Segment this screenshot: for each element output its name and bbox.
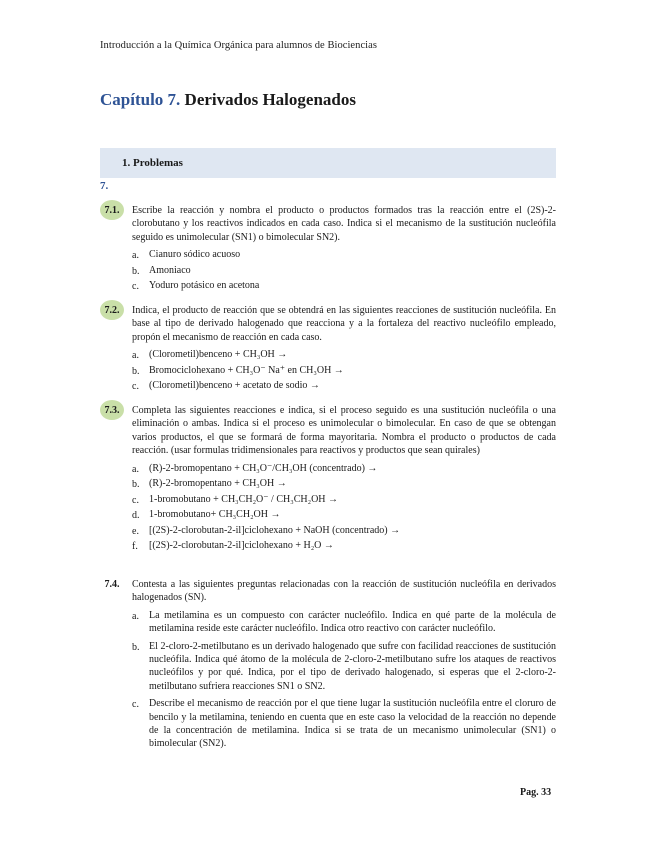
question-text: Completa las siguientes reacciones e indica, si el proceso seguido es una sustitución nucleófila o una eliminación o ambas. Indica si el proceso es unimolecular o bimolecular. En caso de que se obtengan varios productos, el que se formará de forma mayoritaria. Nombra el producto o productos de cada reacción. (usar formulas tridimensionales para reactivos y productos que sean quirales) (132, 405, 556, 457)
list-item: c. Yoduro potásico en acetona (132, 280, 260, 293)
question-badge: 7.4. (104, 578, 120, 590)
question-badge: 7.3. (100, 400, 124, 420)
question-text: Contesta a las siguientes preguntas relacionadas con la reacción de sustitución nucleófila en derivados halogenados (SN). (132, 579, 556, 604)
list-item: a. (Clorometil)benceno + CH₃OH → (132, 349, 288, 362)
list-item: d. 1-bromobutano+ CH₃CH₂OH → (132, 509, 281, 522)
question-7-2 (100, 304, 556, 395)
question-badge: 7.1. (100, 200, 124, 220)
list-item: b. Amoniaco (132, 264, 191, 277)
section-number: 7. (100, 180, 109, 192)
page-number: Pag. 33 (520, 787, 552, 798)
list-item: b. El 2-cloro-2-metilbutano es un derivado halogenado que sufre con facilidad reacciones de sustitución nucleófila. Indica qué átomo de la molécula de 2-cloro-2-metilbutano sufre los ataques de reactivos nucleófilos y por qué. Indica, por el tipo de derivado halogenado, si esperas que el 2-cloro-2-metilbutano sufriera reacciones SN1 o SN2. (132, 640, 556, 692)
question-badge: 7.2. (100, 300, 124, 320)
list-item: c. 1-bromobutano + CH₃CH₂O⁻ / CH₃CH₂OH → (132, 493, 339, 506)
running-header: Introducción a la Química Orgánica para alumnos de Biociencias (100, 40, 377, 51)
option-list (132, 609, 556, 751)
list-item: a. La metilamina es un compuesto con carácter nucleófilo. Indica en qué parte de la molécula de metilamina reside este carácter nucleófilo. Indica otro reactivo con carácter nucleófilo. (132, 609, 556, 635)
option-list (132, 248, 556, 295)
list-item: a. Cianuro sódico acuoso (132, 249, 241, 262)
chapter-number: Capítulo 7. (100, 90, 181, 109)
question-7-4 (100, 578, 556, 755)
chapter-title (100, 90, 356, 110)
list-item: f. [(2S)-2-clorobutan-2-il]ciclohexano + H₂O → (132, 540, 334, 553)
list-item: b. (R)-2-bromopentano + CH₃OH → (132, 478, 287, 491)
option-list (132, 462, 556, 555)
chapter-name: Derivados Halogenados (184, 90, 356, 109)
option-list (132, 348, 556, 395)
list-item: e. [(2S)-2-clorobutan-2-il]ciclohexano + NaOH (concentrado) → (132, 524, 401, 537)
list-item: c. Describe el mecanismo de reacción por el que tiene lugar la sustitución nucleófila entre el cloruro de bencilo y la metilamina, teniendo en cuenta que en este caso la velocidad de la reacción no depende de la concentración de metilamina. Indica si se trata de un mecanismo unimolecular (SN1) o bimolecular (SN2). (132, 698, 556, 750)
question-7-1 (100, 204, 556, 295)
section-heading-band (100, 148, 556, 178)
list-item: b. Bromociclohexano + CH₃O⁻ Na⁺ en CH₃OH → (132, 364, 344, 377)
list-item: a. (R)-2-bromopentano + CH₃O⁻/CH₃OH (concentrado) → (132, 462, 378, 475)
question-text: Escribe la reacción y nombra el producto o productos formados tras la reacción entre el (2S)-2-clorobutano y los reactivos indicados en cada caso. Indica si el mecanismo de la sustitución nucleófila seguido es unimolecular (SN1) o bimolecular SN2). (132, 205, 556, 243)
question-text: Indica, el producto de reacción que se obtendrá en las siguientes reacciones de sustitución nucleófila. En base al tipo de derivado halogenado que reacciona y a la fortaleza del reactivo nucleófilo empleado, propón el mecanismo de reacción en cada caso. (132, 305, 556, 343)
question-7-3 (100, 404, 556, 555)
list-item: c. (Clorometil)benceno + acetato de sodio → (132, 380, 320, 393)
section-heading: 1. Problemas (122, 157, 183, 169)
